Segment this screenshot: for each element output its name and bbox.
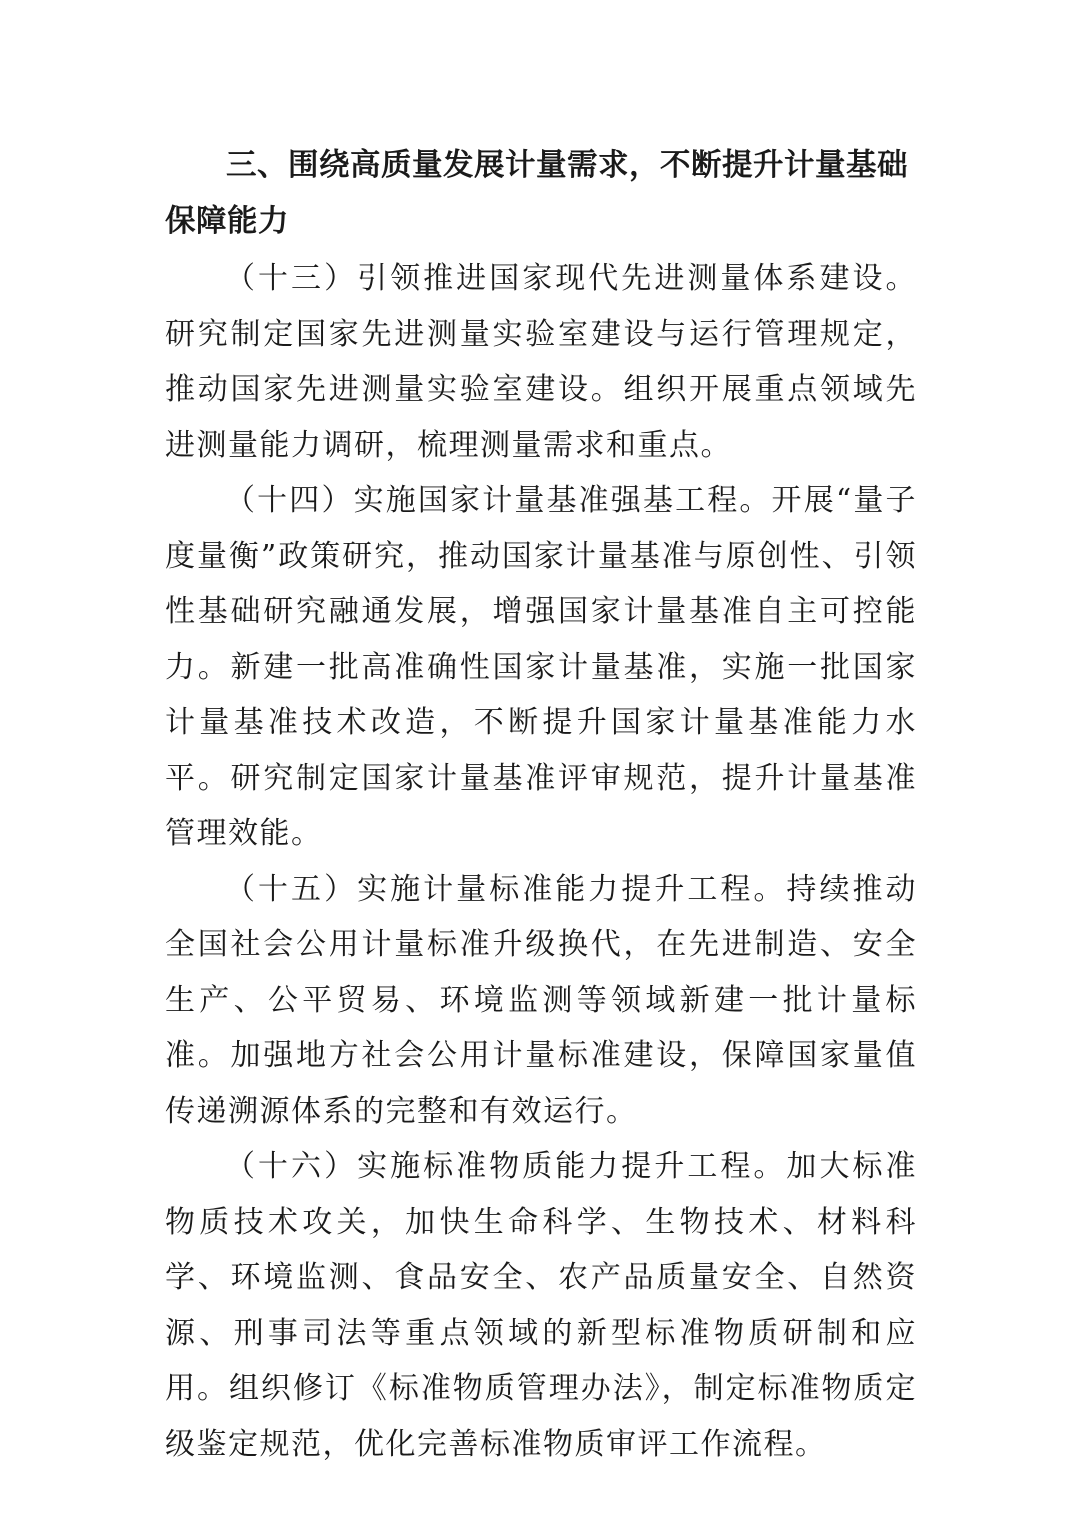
section-heading: 三、围绕高质量发展计量需求，不断提升计量基础保障能力 — [165, 148, 908, 239]
document-page — [165, 138, 917, 1472]
paragraph-15: （十五）实施计量标准能力提升工程。持续推动全国社会公用计量标准升级换代，在先进制造、安全生产、公平贸易、环境监测等领域新建一批计量标准。加强地方社会公用计量标准建设，保障国家量值传递溯源体系的完整和有效运行。 — [165, 871, 917, 1129]
paragraph-14: （十四）实施国家计量基准强基工程。开展“量子度量衡”政策研究，推动国家计量基准与原创性、引领性基础研究融通发展，增强国家计量基准自主可控能力。新建一批高准确性国家计量基准，实施一批国家计量基准技术改造，不断提升国家计量基准能力水平。研究制定国家计量基准评审规范，提升计量基准管理效能。 — [165, 483, 917, 851]
paragraph-13: （十三）引领推进国家现代先进测量体系建设。研究制定国家先进测量实验室建设与运行管理规定，推动国家先进测量实验室建设。组织开展重点领域先进测量能力调研，梳理测量需求和重点。 — [165, 261, 917, 463]
paragraph-16: （十六）实施标准物质能力提升工程。加大标准物质技术攻关，加快生命科学、生物技术、材料科学、环境监测、食品安全、农产品质量安全、自然资源、刑事司法等重点领域的新型标准物质研制和应用。组织修订《标准物质管理办法》，制定标准物质定级鉴定规范，优化完善标准物质审评工作流程。 — [165, 1149, 917, 1462]
